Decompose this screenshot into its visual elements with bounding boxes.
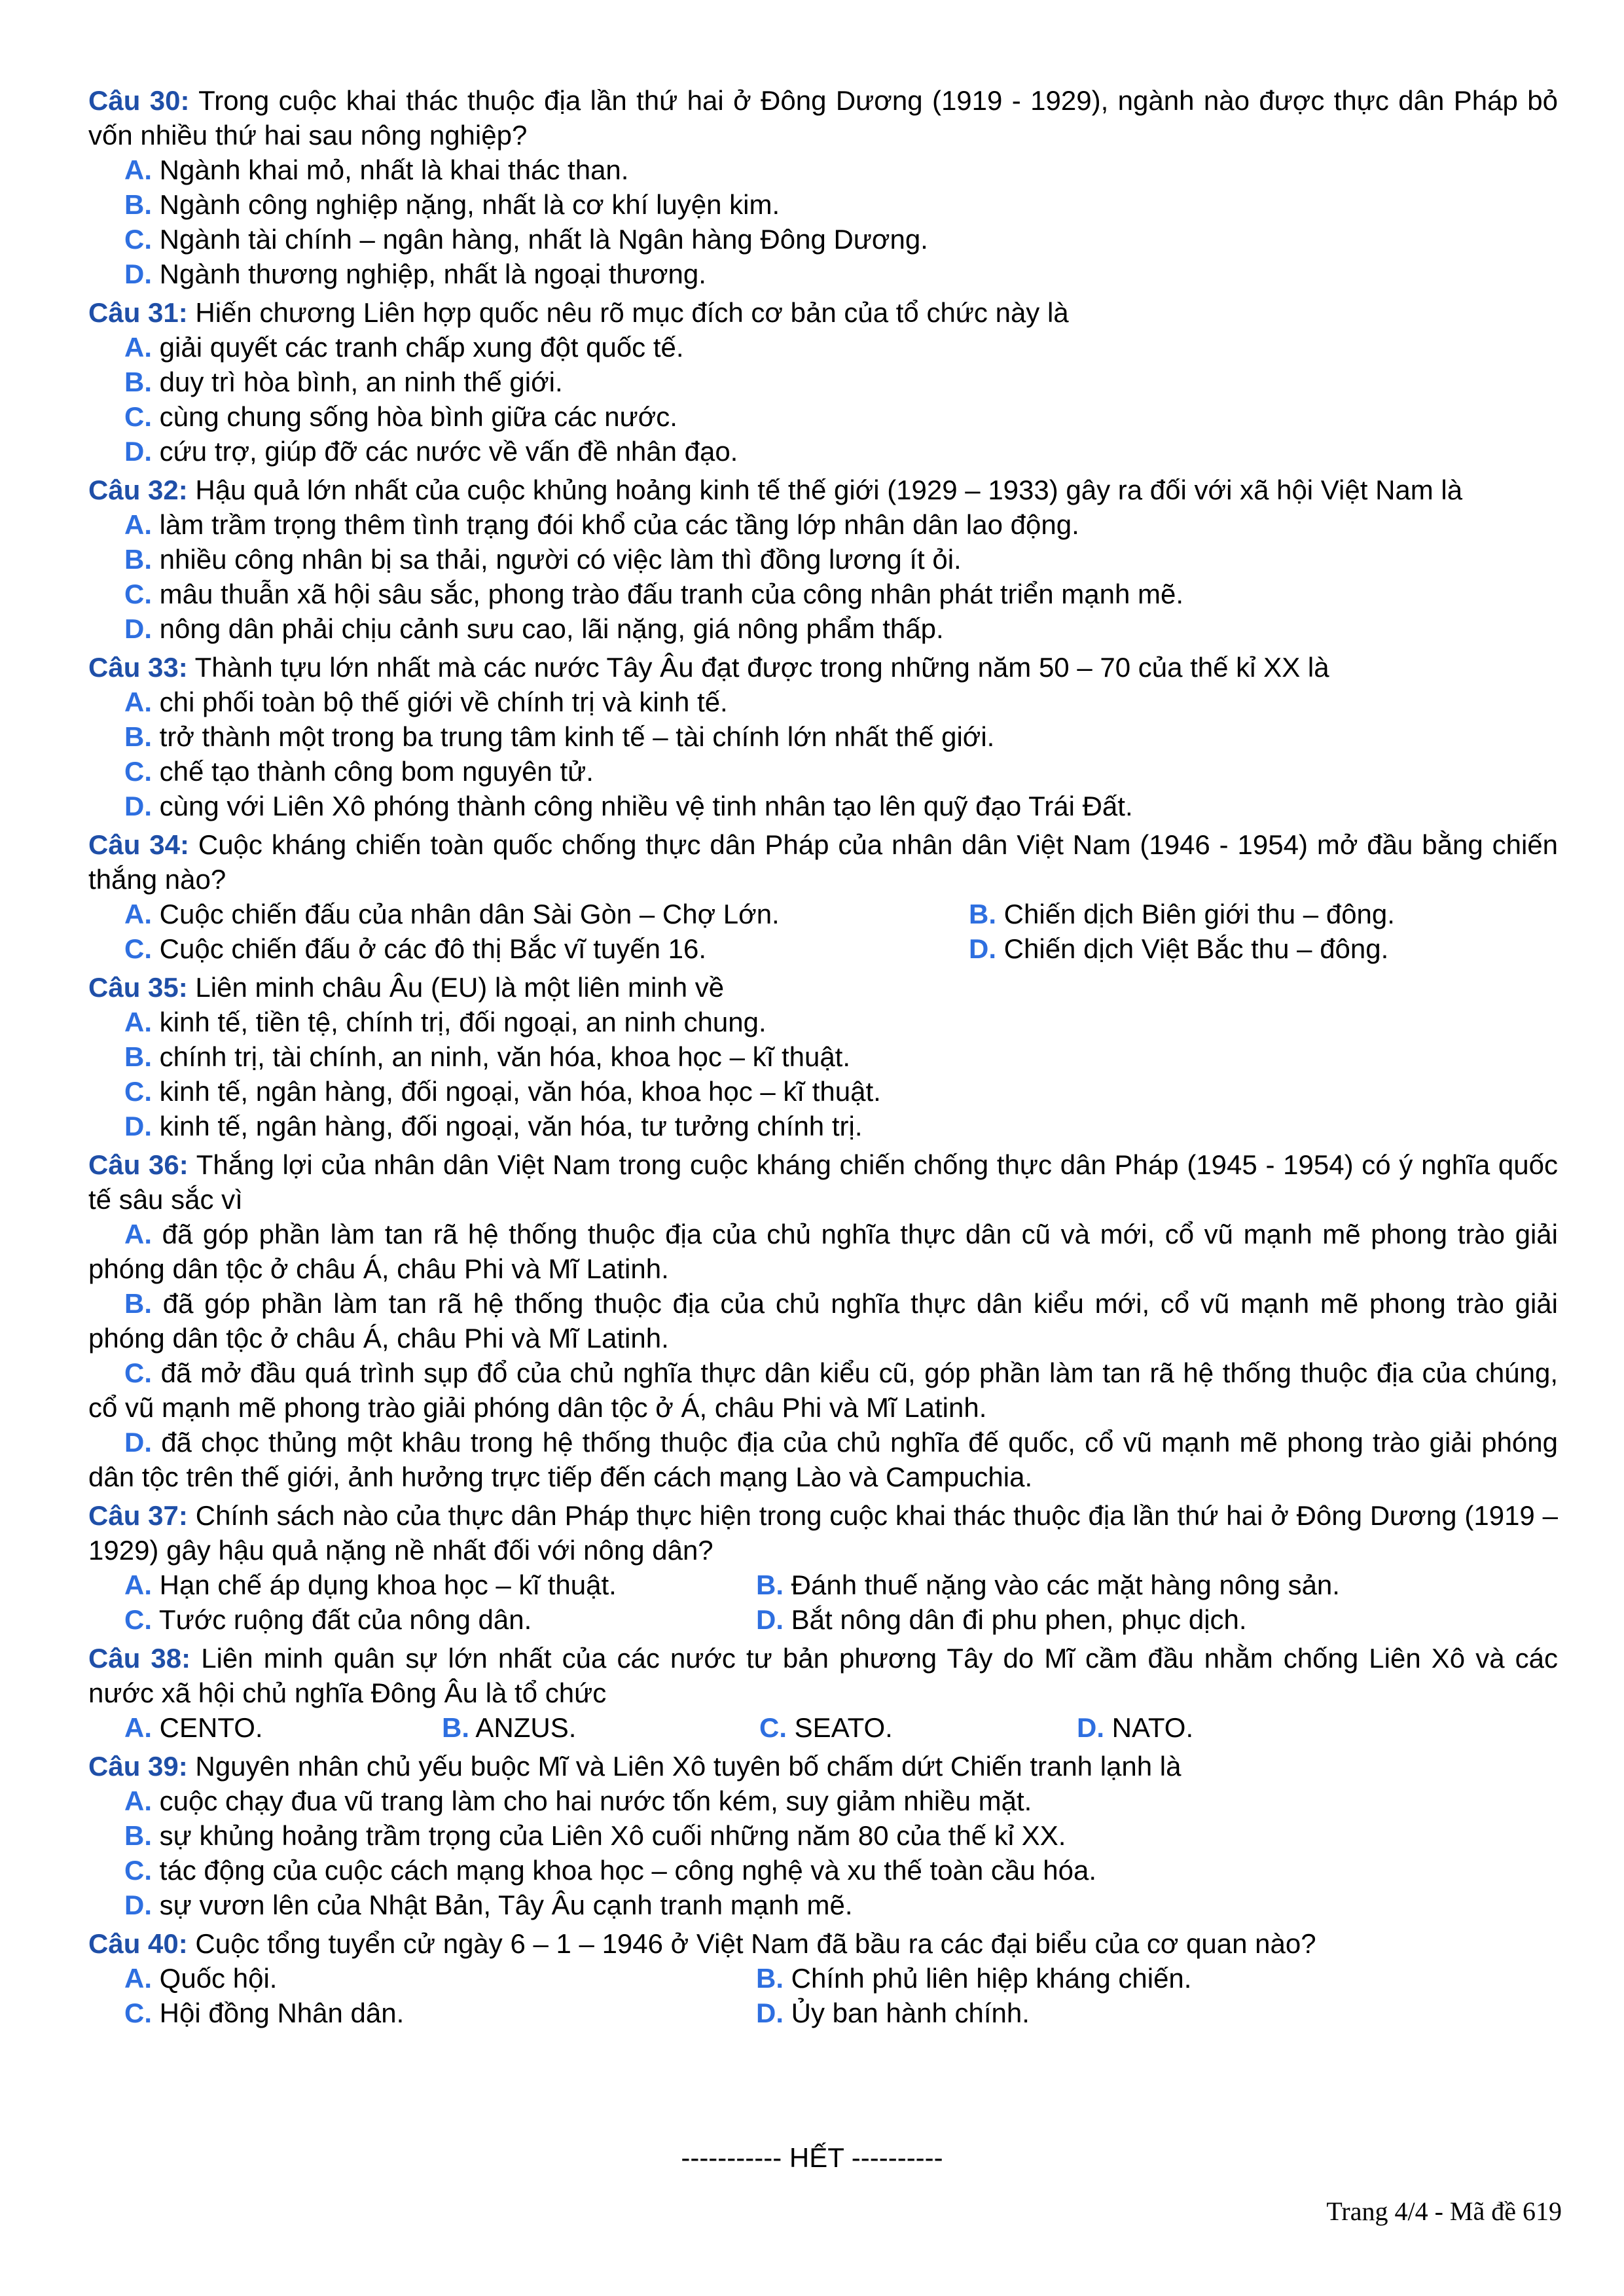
option-text: cứu trợ, giúp đỡ các nước về vấn đề nhân đạo. (159, 436, 738, 467)
option-letter: A. (124, 687, 152, 717)
option-letter: C. (124, 224, 152, 255)
end-marker: ----------- HẾT ---------- (681, 2142, 943, 2173)
option-text: kinh tế, tiền tệ, chính trị, đối ngoại, an ninh chung. (159, 1007, 767, 1037)
option-row (88, 1602, 1558, 1637)
option-a (88, 1217, 1558, 1286)
option-c (88, 577, 1558, 611)
option-text: Ngành công nghiệp nặng, nhất là cơ khí luyện kim. (159, 189, 780, 220)
option-b (88, 1818, 1558, 1853)
option-text: cùng chung sống hòa bình giữa các nước. (159, 401, 677, 432)
option-d (88, 257, 1558, 291)
question-stem (88, 1749, 1558, 1784)
question-label: Câu 37: (88, 1500, 188, 1531)
option-letter: C. (759, 1712, 787, 1743)
question-list (88, 83, 1558, 2034)
question-label: Câu 38: (88, 1643, 191, 1674)
option-text: SEATO. (794, 1712, 893, 1743)
option-text: Chiến dịch Việt Bắc thu – đông. (1003, 933, 1389, 964)
question-31 (88, 295, 1558, 469)
option-letter: B. (756, 1570, 784, 1600)
question-stem (88, 1926, 1558, 1961)
option-a (88, 507, 1558, 542)
option-letter: B. (124, 721, 152, 752)
option-letter: D. (124, 613, 152, 644)
option-letter: B. (756, 1963, 784, 1994)
option-b (756, 1961, 1388, 1996)
option-d (969, 931, 1624, 966)
question-37 (88, 1498, 1558, 1637)
question-label: Câu 31: (88, 297, 188, 328)
question-39 (88, 1749, 1558, 1922)
option-text: sự vươn lên của Nhật Bản, Tây Âu cạnh tranh mạnh mẽ. (159, 1890, 853, 1920)
option-letter: B. (124, 1041, 152, 1072)
question-stem (88, 83, 1558, 152)
option-text: chính trị, tài chính, an ninh, văn hóa, khoa học – kĩ thuật. (159, 1041, 851, 1072)
question-label: Câu 39: (88, 1751, 188, 1782)
option-text: mâu thuẫn xã hội sâu sắc, phong trào đấu tranh của công nhân phát triển mạnh mẽ. (159, 579, 1184, 609)
question-stem (88, 295, 1558, 330)
option-letter: D. (124, 1111, 152, 1141)
option-b (88, 365, 1558, 399)
question-36 (88, 1147, 1558, 1494)
option-c (88, 1074, 1558, 1109)
option-text: đã góp phần làm tan rã hệ thống thuộc địa của chủ nghĩa thực dân cũ và mới, cổ vũ mạnh mẽ phong trào giải phóng dân tộc ở châu Á, châu Phi và Mĩ Latinh. (88, 1219, 1558, 1284)
question-34 (88, 827, 1558, 966)
question-text: Liên minh quân sự lớn nhất của các nước tư bản phương Tây do Mĩ cầm đầu nhằm chống Liên Xô và các nước xã hội chủ nghĩa Đông Âu là tổ chức (88, 1643, 1559, 1708)
option-letter: A. (124, 1007, 152, 1037)
option-text: nhiều công nhân bị sa thải, người có việc làm thì đồng lương ít ỏi. (159, 544, 962, 575)
option-letter: A. (124, 899, 152, 929)
option-letter: A. (124, 1219, 152, 1249)
option-letter: C. (124, 1604, 152, 1635)
option-text: Chiến dịch Biên giới thu – đông. (1003, 899, 1395, 929)
question-stem (88, 650, 1558, 685)
question-label: Câu 30: (88, 85, 190, 116)
option-letter: A. (124, 332, 152, 363)
option-text: làm trầm trọng thêm tình trạng đói khổ của các tầng lớp nhân dân lao động. (159, 509, 1079, 540)
option-letter: B. (124, 1820, 152, 1851)
option-a (88, 152, 1558, 187)
question-label: Câu 36: (88, 1149, 189, 1180)
option-text: đã chọc thủng một khâu trong hệ thống thuộc địa của chủ nghĩa đế quốc, cổ vũ mạnh mẽ phong trào giải phóng dân tộc trên thế giới, ảnh hưởng trực tiếp đến cách mạng Lào và Campuchia. (88, 1427, 1558, 1492)
question-text: Hiến chương Liên hợp quốc nêu rõ mục đích cơ bản của tổ chức này là (195, 297, 1069, 328)
option-b (442, 1710, 759, 1745)
option-text: Ngành thương nghiệp, nhất là ngoại thương. (159, 259, 706, 289)
option-letter: D. (1077, 1712, 1104, 1743)
option-text: nông dân phải chịu cảnh sưu cao, lãi nặng, giá nông phẩm thấp. (159, 613, 944, 644)
option-b (756, 1568, 1388, 1602)
option-letter: A. (124, 1785, 152, 1816)
option-b (88, 187, 1558, 222)
option-c (88, 754, 1558, 789)
option-text: kinh tế, ngân hàng, đối ngoại, văn hóa, tư tưởng chính trị. (159, 1111, 863, 1141)
question-38 (88, 1641, 1558, 1745)
question-text: Trong cuộc khai thác thuộc địa lần thứ hai ở Đông Dương (1919 - 1929), ngành nào được thực dân Pháp bỏ vốn nhiều thứ hai sau nông nghiệp? (88, 85, 1558, 151)
question-label: Câu 32: (88, 475, 188, 505)
option-text: duy trì hòa bình, an ninh thế giới. (159, 367, 563, 397)
option-row (88, 931, 1558, 966)
option-text: ANZUS. (475, 1712, 577, 1743)
option-letter: C. (124, 756, 152, 787)
question-label: Câu 40: (88, 1928, 188, 1959)
question-30 (88, 83, 1558, 291)
question-text: Cuộc tổng tuyển cử ngày 6 – 1 – 1946 ở Việt Nam đã bầu ra các đại biểu của cơ quan nào? (195, 1928, 1316, 1959)
page-footer: Trang 4/4 - Mã đề 619 (1326, 2197, 1562, 2226)
option-letter: D. (756, 1604, 784, 1635)
option-letter: D. (124, 259, 152, 289)
option-text: CENTO. (159, 1712, 263, 1743)
option-c (759, 1710, 1077, 1745)
option-row (88, 1961, 1558, 1996)
question-text: Thành tựu lớn nhất mà các nước Tây Âu đạt được trong những năm 50 – 70 của thế kỉ XX là (194, 652, 1329, 683)
option-letter: C. (124, 1357, 152, 1388)
option-c (88, 399, 1558, 434)
option-letter: B. (124, 367, 152, 397)
option-letter: B. (442, 1712, 469, 1743)
question-35 (88, 970, 1558, 1143)
option-letter: A. (124, 1963, 152, 1994)
option-text: sự khủng hoảng trầm trọng của Liên Xô cuối những năm 80 của thế kỉ XX. (159, 1820, 1066, 1851)
option-text: chi phối toàn bộ thế giới về chính trị và kinh tế. (159, 687, 728, 717)
option-b (88, 542, 1558, 577)
question-text: Chính sách nào của thực dân Pháp thực hiện trong cuộc khai thác thuộc địa lần thứ hai ở Đông Dương (1919 – 1929) gây hậu quả nặng nề nhất đối với nông dân? (88, 1500, 1558, 1566)
option-c (124, 931, 969, 966)
question-label: Câu 34: (88, 829, 189, 860)
option-c (124, 1996, 756, 2030)
option-c (124, 1602, 756, 1637)
question-40 (88, 1926, 1558, 2030)
option-row (88, 1710, 1558, 1745)
question-stem (88, 473, 1558, 507)
option-b (88, 1039, 1558, 1074)
option-d (756, 1996, 1388, 2030)
option-text: Ủy ban hành chính. (791, 1998, 1030, 2028)
option-text: Hội đồng Nhân dân. (159, 1998, 405, 2028)
question-text: Cuộc kháng chiến toàn quốc chống thực dân Pháp của nhân dân Việt Nam (1946 - 1954) mở đầu bằng chiến thắng nào? (88, 829, 1559, 895)
option-d (756, 1602, 1388, 1637)
option-a (124, 1710, 442, 1745)
question-stem (88, 1498, 1558, 1568)
option-d (1077, 1710, 1394, 1745)
option-a (88, 330, 1558, 365)
option-letter: B. (969, 899, 996, 929)
option-letter: C. (124, 1076, 152, 1107)
option-text: Hạn chế áp dụng khoa học – kĩ thuật. (159, 1570, 617, 1600)
option-d (88, 789, 1558, 823)
option-text: Cuộc chiến đấu của nhân dân Sài Gòn – Chợ Lớn. (159, 899, 780, 929)
question-label: Câu 35: (88, 972, 188, 1003)
option-letter: A. (124, 154, 152, 185)
option-b (88, 719, 1558, 754)
option-a (88, 1005, 1558, 1039)
option-text: kinh tế, ngân hàng, đối ngoại, văn hóa, khoa học – kĩ thuật. (159, 1076, 881, 1107)
option-d (88, 1109, 1558, 1143)
option-text: giải quyết các tranh chấp xung đột quốc tế. (159, 332, 684, 363)
option-letter: D. (124, 1890, 152, 1920)
option-a (124, 1568, 756, 1602)
option-a (88, 685, 1558, 719)
option-text: Đánh thuế nặng vào các mặt hàng nông sản. (791, 1570, 1340, 1600)
question-stem (88, 1147, 1558, 1217)
option-letter: D. (756, 1998, 784, 2028)
option-b (88, 1286, 1558, 1355)
option-letter: A. (124, 1570, 152, 1600)
option-text: Bắt nông dân đi phu phen, phục dịch. (791, 1604, 1247, 1635)
option-d (88, 1425, 1558, 1494)
option-letter: C. (124, 401, 152, 432)
option-a (88, 1784, 1558, 1818)
option-text: cuộc chạy đua vũ trang làm cho hai nước tốn kém, suy giảm nhiều mặt. (159, 1785, 1032, 1816)
question-stem (88, 827, 1558, 897)
option-text: trở thành một trong ba trung tâm kinh tế – tài chính lớn nhất thế giới. (159, 721, 995, 752)
option-text: chế tạo thành công bom nguyên tử. (159, 756, 594, 787)
option-letter: A. (124, 509, 152, 540)
question-text: Thắng lợi của nhân dân Việt Nam trong cuộc kháng chiến chống thực dân Pháp (1945 - 1954) có ý nghĩa quốc tế sâu sắc vì (88, 1149, 1558, 1215)
question-33 (88, 650, 1558, 823)
option-row (88, 1996, 1558, 2030)
option-d (88, 434, 1558, 469)
option-c (88, 1853, 1558, 1888)
option-text: đã góp phần làm tan rã hệ thống thuộc địa của chủ nghĩa thực dân kiểu mới, cổ vũ mạnh mẽ phong trào giải phóng dân tộc ở châu Á, châu Phi và Mĩ Latinh. (88, 1288, 1558, 1354)
question-text: Liên minh châu Âu (EU) là một liên minh về (195, 972, 725, 1003)
question-text: Hậu quả lớn nhất của cuộc khủng hoảng kinh tế thế giới (1929 – 1933) gây ra đối với xã hội Việt Nam là (195, 475, 1463, 505)
option-letter: B. (124, 1288, 152, 1319)
option-letter: C. (124, 1998, 152, 2028)
option-b (969, 897, 1624, 931)
question-text: Nguyên nhân chủ yếu buộc Mĩ và Liên Xô tuyên bố chấm dứt Chiến tranh lạnh là (195, 1751, 1182, 1782)
option-a (124, 897, 969, 931)
option-text: Quốc hội. (159, 1963, 278, 1994)
option-text: tác động của cuộc cách mạng khoa học – công nghệ và xu thế toàn cầu hóa. (159, 1855, 1097, 1886)
option-text: Cuộc chiến đấu ở các đô thị Bắc vĩ tuyến 16. (159, 933, 707, 964)
question-label: Câu 33: (88, 652, 188, 683)
option-text: Ngành tài chính – ngân hàng, nhất là Ngân hàng Đông Dương. (159, 224, 928, 255)
option-d (88, 1888, 1558, 1922)
option-letter: C. (124, 1855, 152, 1886)
option-text: Ngành khai mỏ, nhất là khai thác than. (159, 154, 629, 185)
option-text: Tước ruộng đất của nông dân. (158, 1604, 532, 1635)
option-text: Chính phủ liên hiệp kháng chiến. (791, 1963, 1192, 1994)
option-text: đã mở đầu quá trình sụp đổ của chủ nghĩa thực dân kiểu cũ, góp phần làm tan rã hệ thống thuộc địa của chúng, cổ vũ mạnh mẽ phong trào giải phóng dân tộc ở Á, châu Phi và Mĩ Latinh. (88, 1357, 1558, 1423)
option-letter: D. (969, 933, 996, 964)
option-letter: D. (124, 436, 152, 467)
question-stem (88, 1641, 1558, 1710)
option-letter: A. (124, 1712, 152, 1743)
question-stem (88, 970, 1558, 1005)
option-letter: C. (124, 933, 152, 964)
option-letter: D. (124, 791, 152, 821)
option-row (88, 897, 1558, 931)
option-letter: C. (124, 579, 152, 609)
option-letter: B. (124, 189, 152, 220)
option-letter: B. (124, 544, 152, 575)
question-32 (88, 473, 1558, 646)
option-row (88, 1568, 1558, 1602)
option-d (88, 611, 1558, 646)
option-a (124, 1961, 756, 1996)
option-letter: D. (124, 1427, 152, 1458)
option-text: cùng với Liên Xô phóng thành công nhiều vệ tinh nhân tạo lên quỹ đạo Trái Đất. (159, 791, 1133, 821)
option-text: NATO. (1111, 1712, 1194, 1743)
option-c (88, 222, 1558, 257)
option-c (88, 1355, 1558, 1425)
